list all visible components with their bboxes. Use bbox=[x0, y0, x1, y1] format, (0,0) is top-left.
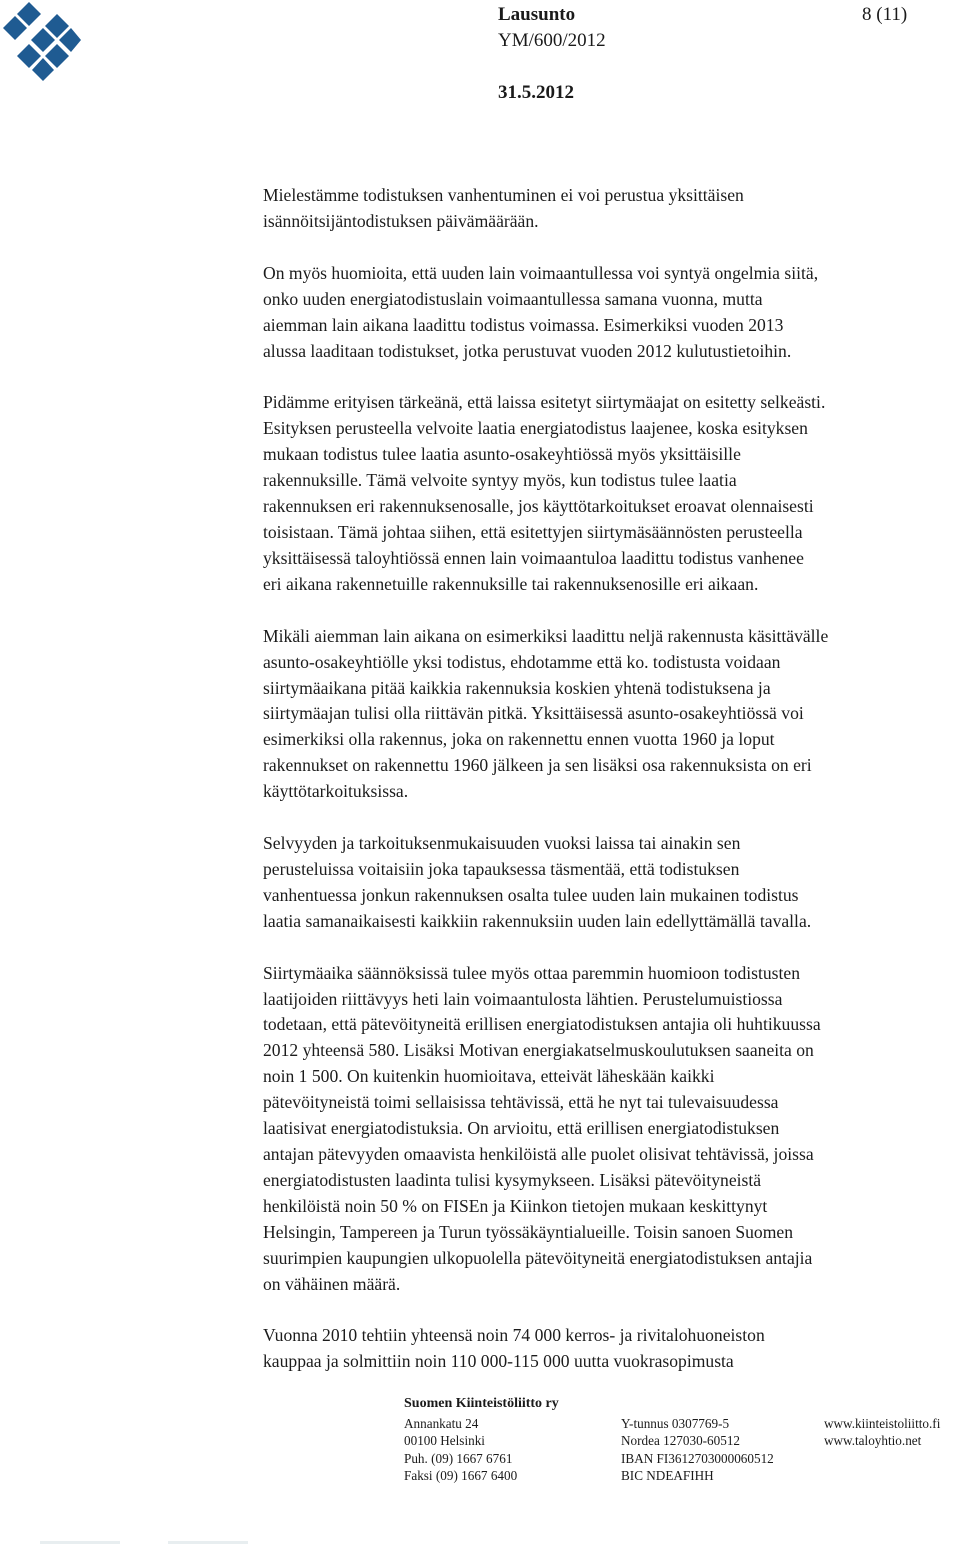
paragraph: Selvyyden ja tarkoituksenmukaisuuden vuoksi laissa tai ainakin sen perusteluissa voitaisiin joka tapauksessa täsmentää, että todistuksen vanhentuessa jonkun rakennuksen osalta tulee uuden lain mukainen todistus laatia samanaikaisesti kaikkiin rakennuksiin uuden lain edellyttämällä tavalla. bbox=[263, 833, 812, 931]
document-body bbox=[263, 183, 960, 1401]
paragraph: On myös huomioita, että uuden lain voimaantullessa voi syntyä ongelmia siitä, onko uuden energiatodistuslain voimaantullessa samana vuonna, mutta aiemman lain aikana laadittu todistus voimassa. Esimerkiksi vuoden 2013 alussa laaditaan todistukset, jotka perustuvat vuoden 2012 kulutustietoihin. bbox=[263, 262, 819, 361]
footer-divider bbox=[168, 1541, 248, 1544]
footer-websites: www.kiinteistoliitto.fi www.taloyhtio.net bbox=[824, 1415, 941, 1449]
paragraph: Siirtymäaika säännöksissä tulee myös ottaa paremmin huomioon todistusten laatijoiden riittävyys heti lain voimaantulosta lähtien. Perustelumuistiossa todetaan, että pätevöityneitä erillisen energiatodistuksen antajia oli huhtikuussa 2012 yhteensä 580. Lisäksi Motivan energiakatselmuskoulutuksen saaneita on noin 1 500. On kuitenkin huomioitava, etteivät läheskään kaikki pätevöityneistä toimi sellaisissa tehtävissä, että he nyt tai tulevaisuudessa laatisivat energiatodistuksia. On arvioitu, että erillisen energiatodistuksen antajan pätevyyden omaavista henkilöistä alle puolet olisivat tehtävissä, joissa energiatodistusten laadinta tulisi kysymykseen. Lisäksi pätevöityneistä henkilöistä noin 50 % on FISEn ja Kiinkon tietojen mukaan keskittynyt Helsingin, Tampereen ja Turun työssäkäyntialueille. Toisin sanoen Suomen suurimpien kaupungien ulkopuolella pätevöityneitä energiatodistuksen antajia on vähäinen määrä. bbox=[263, 962, 821, 1294]
footer-address: Annankatu 24 00100 Helsinki Puh. (09) 1667 6761 Faksi (09) 1667 6400 bbox=[404, 1415, 518, 1484]
diamond-grid-logo-icon bbox=[0, 0, 82, 82]
footer-organization: Suomen Kiinteistöliitto ry bbox=[404, 1396, 559, 1411]
paragraph: Pidämme erityisen tärkeänä, että laissa esitetyt siirtymäajat on esitetty selkeästi. Esityksen perusteella velvoite laatia energiatodistus laajenee, koska esityksen mukaan todistus tulee laatia asunto-osakeyhtiössä myös yksittäisille rakennuksille. Tämä velvoite syntyy myös, kun todistus tulee laatia rakennuksen eri rakennuksenosalle, jos käyttötarkoitukset eroavat olennaisesti toisistaan. Tämä johtaa siihen, että esitettyjen siirtymäsäännösten perusteella yksittäisessä taloyhtiössä ennen lain voimaantuloa laadittu todistus vanhenee eri aikana rakennetuille rakennuksille tai rakennuksenosille eri aikaan. bbox=[263, 392, 826, 594]
footer bbox=[404, 1395, 960, 1484]
document-date: 31.5.2012 bbox=[498, 82, 574, 103]
paragraph: Mielestämme todistuksen vanhentuminen ei voi perustua yksittäisen isännöitsijäntodistuksen päivämäärään. bbox=[263, 185, 744, 231]
paragraph: Vuonna 2010 tehtiin yhteensä noin 74 000 kerros- ja rivitalohuoneiston kauppaa ja solmittiin noin 110 000-115 000 uutta vuokrasopimusta bbox=[263, 1325, 765, 1372]
reference-number: YM/600/2012 bbox=[498, 30, 606, 51]
footer-banking: Y-tunnus 0307769-5 Nordea 127030-60512 IBAN FI3612703000060512 BIC NDEAFIHH bbox=[621, 1415, 774, 1484]
paragraph: Mikäli aiemman lain aikana on esimerkiksi laadittu neljä rakennusta käsittävälle asunto-osakeyhtiölle yksi todistus, ehdotamme että ko. todistusta voidaan siirtymäaikana pitää kaikkia rakennuksia koskien yhtenä todistuksena ja siirtymäajan tulisi olla riittävän pitkä. Yksittäisessä asunto-osakeyhtiössä voi esimerkiksi olla rakennus, joka on rakennettu ennen vuotta 1960 ja loput rakennukset on rakennettu 1960 jälkeen ja sen lisäksi osa rakennuksista on eri käyttötarkoituksissa. bbox=[263, 625, 829, 802]
page-number: 8 (11) bbox=[862, 4, 908, 25]
footer-divider bbox=[40, 1541, 120, 1544]
document-type: Lausunto bbox=[498, 4, 576, 25]
